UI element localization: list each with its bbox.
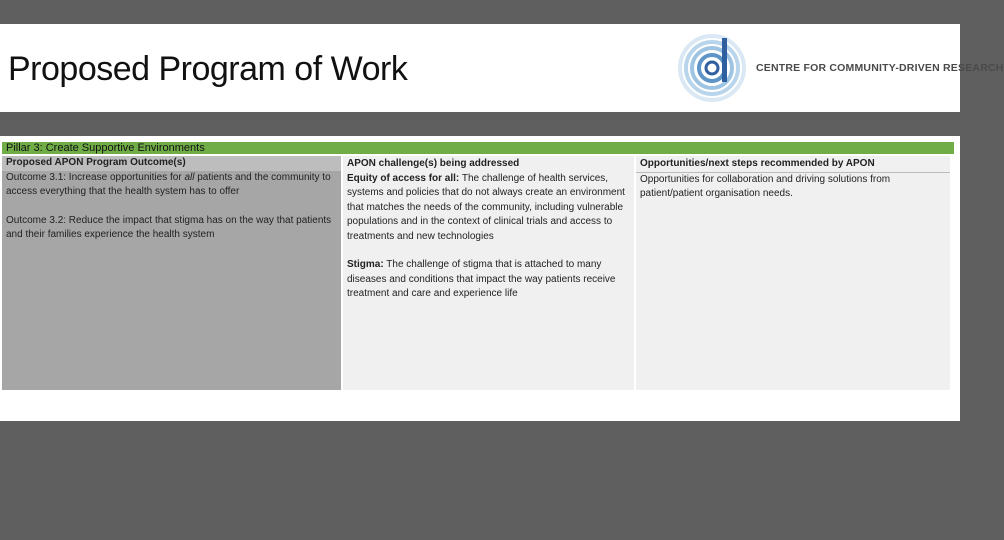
slide-header — [0, 24, 1004, 112]
challenge-equity: Equity of access for all: The challenge of health services, systems and policies that do not always create an environment that matches the needs of the community, including vulnerable populations and in the context of clinical trials and access to treatments and new technologies — [347, 172, 625, 242]
outcomes-column — [2, 156, 341, 390]
top-strip — [0, 0, 960, 24]
opportunities-column — [636, 156, 950, 390]
opportunities-heading: Opportunities/next steps recommended by APON — [636, 157, 950, 173]
outcomes-heading: Proposed APON Program Outcome(s) — [2, 156, 341, 171]
opportunity-item: Opportunities for collaboration and driving solutions from patient/patient organisation needs. — [640, 173, 891, 199]
outcome-3-1: Outcome 3.1: Increase opportunities for all patients and the community to access everything that the health system has to offer — [6, 171, 331, 197]
bottom-band — [0, 421, 960, 540]
challenge-stigma: Stigma: The challenge of stigma that is attached to many diseases and conditions that impact the way patients receive treatment and care and experience life — [347, 259, 616, 299]
logo-mark-icon — [678, 32, 750, 104]
org-logo — [678, 32, 1004, 104]
pillar-heading: Pillar 3: Create Supportive Environments — [2, 142, 954, 154]
logo-text: CENTRE FOR COMMUNITY-DRIVEN RESEARCH — [756, 62, 1004, 74]
divider-band — [0, 112, 960, 136]
content-area — [0, 136, 960, 421]
challenges-heading: APON challenge(s) being addressed — [347, 158, 520, 169]
challenges-column — [343, 156, 634, 390]
outcome-3-2: Outcome 3.2: Reduce the impact that stigma has on the way that patients and their families experience the health system — [6, 214, 332, 240]
page-title: Proposed Program of Work — [8, 50, 408, 88]
